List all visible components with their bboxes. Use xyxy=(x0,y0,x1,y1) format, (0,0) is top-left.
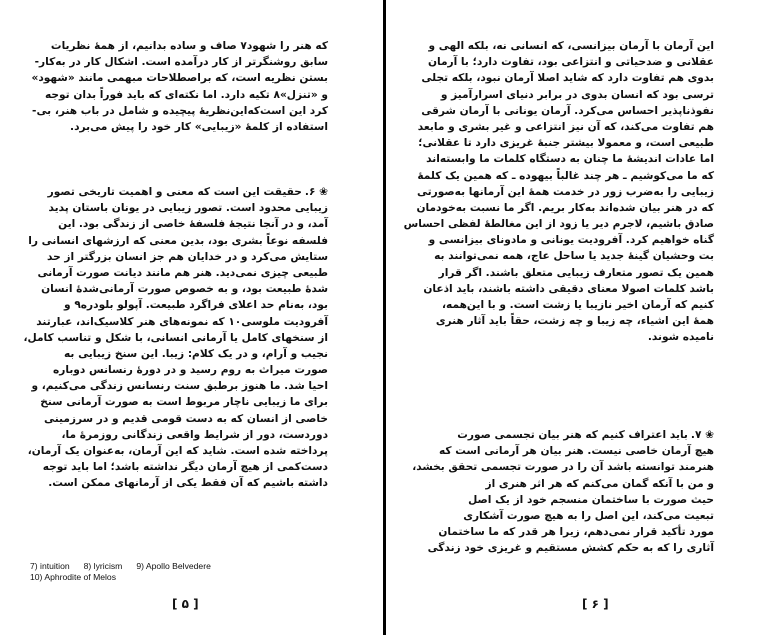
text-line: صورت میراث به روم رسید و در دورهٔ رنسانس دوباره xyxy=(53,364,328,377)
right-paragraph-2 xyxy=(412,427,714,557)
footnote: 9) Apollo Belvedere xyxy=(136,561,211,571)
footnote: 8) lyricism xyxy=(83,561,123,571)
text-line: آمد، و در آنجا نتیجهٔ فلسفهٔ خاصی از زندگی بود. این xyxy=(58,218,328,231)
text-line: که در هنر بیان شده‌اند به‌کار بریم. اگر ما نسبت به‌خودمان xyxy=(416,201,714,214)
text-line: بود، به‌نام حد اعلای فراگرد طبیعت. آپولو بلودره۹ و xyxy=(64,299,328,312)
text-line: که ما می‌کوشیم ـ هر چند غالباً بیهوده ـ که همین یک کلمهٔ xyxy=(417,169,714,182)
text-line: استفاده از کلمهٔ «زیبایی» کار خود را پیش می‌برد. xyxy=(70,120,328,133)
text-line: این آرمان با آرمان بیزانسی، که انسانی نه، بلکه الهی و xyxy=(428,40,714,52)
text-line: نامیده شوند. xyxy=(647,331,714,344)
text-line: هم تفاوت می‌کند، که آن نیز انتزاعی و غیر بشری و مابعد xyxy=(417,120,714,133)
text-line: اما عادات اندیشهٔ ما چنان به دستگاه کلمات ما وابسته‌اند xyxy=(426,153,714,166)
text-line-content: باید اعتراف کنیم که هنر بیان تجسمی صورت xyxy=(457,429,688,441)
page-number: [ ۵ ] xyxy=(172,597,199,611)
text-line: برای ما زیبایی ناچار مربوط است به صورت آرمانی سنخ xyxy=(40,396,328,409)
text-line: نجیب و آرام، و در یک کلام: زیبا. این سنخ زیبایی به xyxy=(63,347,328,360)
text-line: خاصی از انسان که به دست قومی قدیم و در سرزمینی xyxy=(44,412,328,425)
text-line: هیچ آرمان خاصی نیست. هنر بیان هر آرمانی است که xyxy=(438,445,714,458)
footnote: 7) intuition xyxy=(30,561,70,571)
footnotes xyxy=(30,561,330,583)
right-paragraph-1 xyxy=(403,38,714,346)
text-line: از سنخهای کامل یا آرمانی انسانی، با شکل و تناسب کامل، xyxy=(23,331,328,344)
text-line: آفرودیت ملوسی۱۰ که نمونه‌های هنر کلاسیک‌اند، عبارتند xyxy=(36,315,328,328)
text-line xyxy=(434,427,714,443)
text-line: دست‌کمی از هیچ آرمان دیگر نداشته باشد؛ اما باید توجه xyxy=(42,461,328,474)
text-line: زیبایی را به‌ضرب زور در خدمت همهٔ این آرمانها به‌صورتی xyxy=(416,185,714,198)
left-paragraph-1 xyxy=(31,38,328,135)
footnote: 10) Aphrodite of Melos xyxy=(30,572,116,582)
text-line: بدوی هم تفاوت دارد که شاید اصلا آرمان نبود، بلکه تجلی xyxy=(421,72,714,85)
text-line: طبیعی است، و معمولا بیشتر جنبهٔ غریزی دارد تا عقلانی؛ xyxy=(418,137,714,150)
text-line: داشته باشیم که آن فقط یکی از آرمانهای ممکن است. xyxy=(48,477,328,490)
text-line: هنرمند توانسته باشد آن را در صورت تجسمی تحقق بخشد، xyxy=(412,461,714,474)
page-number: [ ۶ ] xyxy=(582,597,609,611)
text-line: کنیم که آرمان اخیر نازیبا یا زشت است. و با این‌همه، xyxy=(442,299,714,311)
text-line: صادق باشیم، لاجرم دیر یا زود از این مغالطهٔ لفظی احساس xyxy=(403,218,714,231)
text-line: که هنر را شهود۷ صاف و ساده بدانیم، از همهٔ نظریات xyxy=(50,40,328,52)
text-line: ستایش می‌کرد و در خدایان هم جز انسان بزرگتر از حد xyxy=(46,250,328,263)
text-line: احیا شد. ما هنوز برطبق سنت رنسانس زندگی می‌کنیم، و xyxy=(31,380,328,393)
footnote-row xyxy=(30,572,330,583)
text-line: و «تنزل»۸ تکیه دارد. اما نکته‌ای که باید فوراً بدان توجه xyxy=(44,88,328,101)
text-line: ترسی بود که انسان بدوی در برابر دنیای اسرارآمیز و xyxy=(440,88,714,101)
text-line: و من با آنکه گمان می‌کنم که هر اثر هنری از xyxy=(485,477,714,490)
text-line: باشد کلمات اصولا معنای دقیقی داشته باشند، باید اذعان xyxy=(423,282,714,295)
text-line: همهٔ این اشیاء، چه زیبا و چه زشت، حقاً باید آثار هنری xyxy=(435,315,714,328)
text-line: پرداخته شده است. شاید که این آرمان، به‌عنوان یک آرمان، xyxy=(27,445,328,457)
text-line: مورد تأکید قرار نمی‌دهم، زیرا هر قدر که ما ساختمان xyxy=(438,526,714,539)
text-line: طبیعی چیزی نمی‌دید. هنر هم مانند دیانت صورت آرمانی xyxy=(37,266,328,279)
footnote-row xyxy=(30,561,330,572)
text-line: بت وحشیان گینهٔ جدید یا ساحل عاج، همه نمی‌توانند به xyxy=(434,250,714,263)
text-line: گناه خواهیم کرد. آفرودیت یونانی و مادونای بیزانسی و xyxy=(428,234,714,247)
text-line: همین یک تصور متعارف زیبایی متعلق باشند. اگر قرار xyxy=(438,266,714,279)
text-line: زیبایی محدود است. تصور زیبایی در یونان باستان پدید xyxy=(48,202,328,215)
text-line: دوردست، دور از شرایط واقعی زندگانی روزمرهٔ ما، xyxy=(61,428,328,441)
section-marker: ❀ ۶. xyxy=(304,186,328,198)
text-line xyxy=(47,184,328,200)
text-line: فلسفه نوعاً بشری بود، بدین معنی که ارزشهای انسانی را xyxy=(28,234,328,247)
text-line: سابق روشنگرتر از کار درآمده است. اشکال کار در به‌کار- xyxy=(34,56,328,69)
left-page xyxy=(0,0,383,635)
section-marker: ❀ ۷. xyxy=(690,429,714,441)
text-line: کرد این است‌که‌این‌نظریهٔ پیچیده و شامل در باب هنر، بی- xyxy=(32,104,328,117)
text-line: شدهٔ طبیعت بود، و به خصوص صورت آرمانی‌شدهٔ انسان xyxy=(41,283,328,296)
text-line: نفوذناپذیر احساس می‌کرد. آرمان یونانی با آرمان شرقی xyxy=(421,104,714,117)
text-line: حیث صورت با ساختمان منسجم خود از یک اصل xyxy=(468,493,714,506)
right-page xyxy=(386,0,768,635)
text-line: آثاری را که به حکم کشش مستقیم و غریزی خود زندگی xyxy=(427,542,714,555)
text-line: عقلانی و ضدحیاتی و انتزاعی بود، تفاوت دارد؛ با آرمان xyxy=(427,56,714,69)
text-line-content: حقیقت این است که معنی و اهمیت تاریخی تصور xyxy=(47,186,302,198)
text-line: بستن نظریه است، که براصطلاحات مبهمی مانند «شهود» xyxy=(31,72,328,85)
left-paragraph-2 xyxy=(23,184,328,492)
text-line: تبعیت می‌کند، این اصل را به هیچ صورت آشکاری xyxy=(463,509,714,522)
